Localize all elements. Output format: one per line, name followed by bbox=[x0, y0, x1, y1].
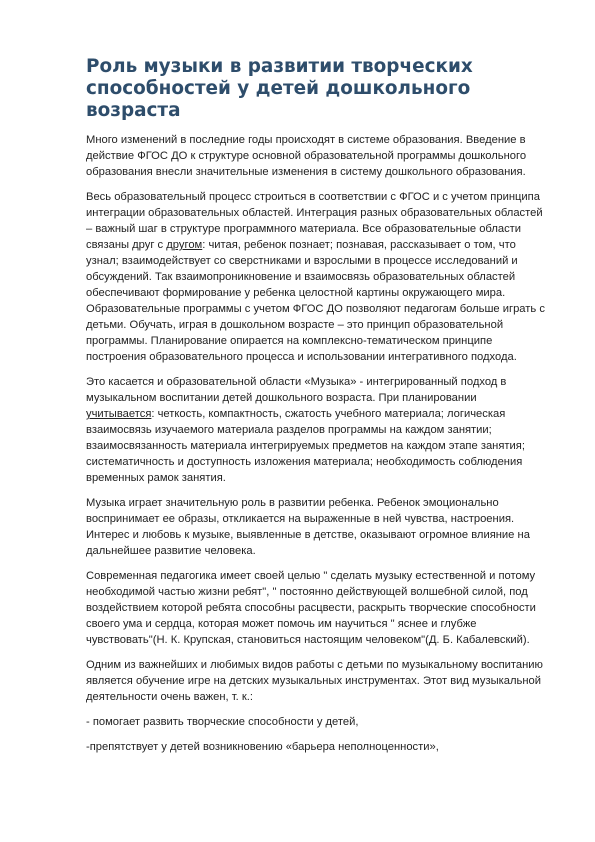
list-item: - помогает развить творческие способности у детей, bbox=[86, 716, 359, 728]
paragraph-music-role: Музыка играет значительную роль в развитии ребенка. Ребенок эмоционально воспринимает ее образы, откликается на выраженные в ней чувства, настроения. Интерес и любовь к музыке, выявленные в детстве, оказывают огромное влияние на дальнейшее развитие человека. bbox=[86, 497, 530, 557]
paragraph-intro: Много изменений в последние годы происходят в системе образования. Введение в действие ФГОС ДО к структуре основной образовательной программы дошкольного образования внесли значительные изменения в систему дошкольного образования. bbox=[86, 134, 527, 178]
list-item: -препятствует у детей возникновению «барьера неполноценности», bbox=[86, 741, 439, 753]
paragraph-text: Весь образовательный процесс строиться в соответствии с ФГОС и с учетом принципа интеграции образовательных областей. Интеграция разных образовательных областей – важный шаг в структуре программного материала. Все образовательные области связаны друг с bbox=[86, 191, 543, 251]
paragraph-instruments: Одним из важнейших и любимых видов работы с детьми по музыкальному воспитанию является обучение игре на детских музыкальных инструментах. Этот вид музыкальной деятельности очень важен, т. к.: bbox=[86, 659, 543, 703]
paragraph-text: Это касается и образовательной области «Музыка» - интегрированный подход в музыкальном воспитании детей дошкольного возраста. При планировании bbox=[86, 376, 507, 404]
link-uchityvaetsya[interactable]: учитывается bbox=[86, 408, 152, 420]
paragraph-text: : читая, ребенок познает; познавая, рассказывает о том, что узнал; взаимодействует со сверстниками и взрослыми в процессе исследований и обсуждений. Так взаимопроникновение и взаимосвязь образовательных областей обеспечивают формирование у ребенка целостной картины окружающего мира. Образовательные программы с учетом ФГОС ДО позволяют педагогам больше играть с детьми. Обучать, играя в дошкольном возрасте – это принцип образовательной программы. Планирование опирается на комплексно-тематическом принципе построения образовательного процесса и использовании интегративного подхода. bbox=[86, 239, 545, 363]
paragraph-pedagogy: Современная педагогика имеет своей целью " сделать музыку естественной и потому необходимой частью жизни ребят", " постоянно действующей волшебной силой, под воздействием которой ребята способны расцвести, раскрыть творческие способности своего ума и сердца, которая может помочь им научиться " яснее и глубже чувствовать"(Н. К. Крупская, становиться настоящим человеком"(Д. Б. Кабалевский). bbox=[86, 570, 536, 646]
paragraph-text: : четкость, компактность, сжатость учебного материала; логическая взаимосвязь изучаемого материала разделов программы на каждом занятии; взаимосвязанность материала интегрируемых предметов на каждом этапе занятия; систематичность и доступность изложения материала; необходимость соблюдения временных рамок занятия. bbox=[86, 408, 525, 484]
paragraph-integration bbox=[86, 189, 545, 365]
document-title: Роль музыки в развитии творческих способностей у детей дошкольного возраста bbox=[86, 56, 473, 121]
paragraph-music-area bbox=[86, 374, 545, 486]
link-drugom[interactable]: другом bbox=[166, 239, 203, 251]
